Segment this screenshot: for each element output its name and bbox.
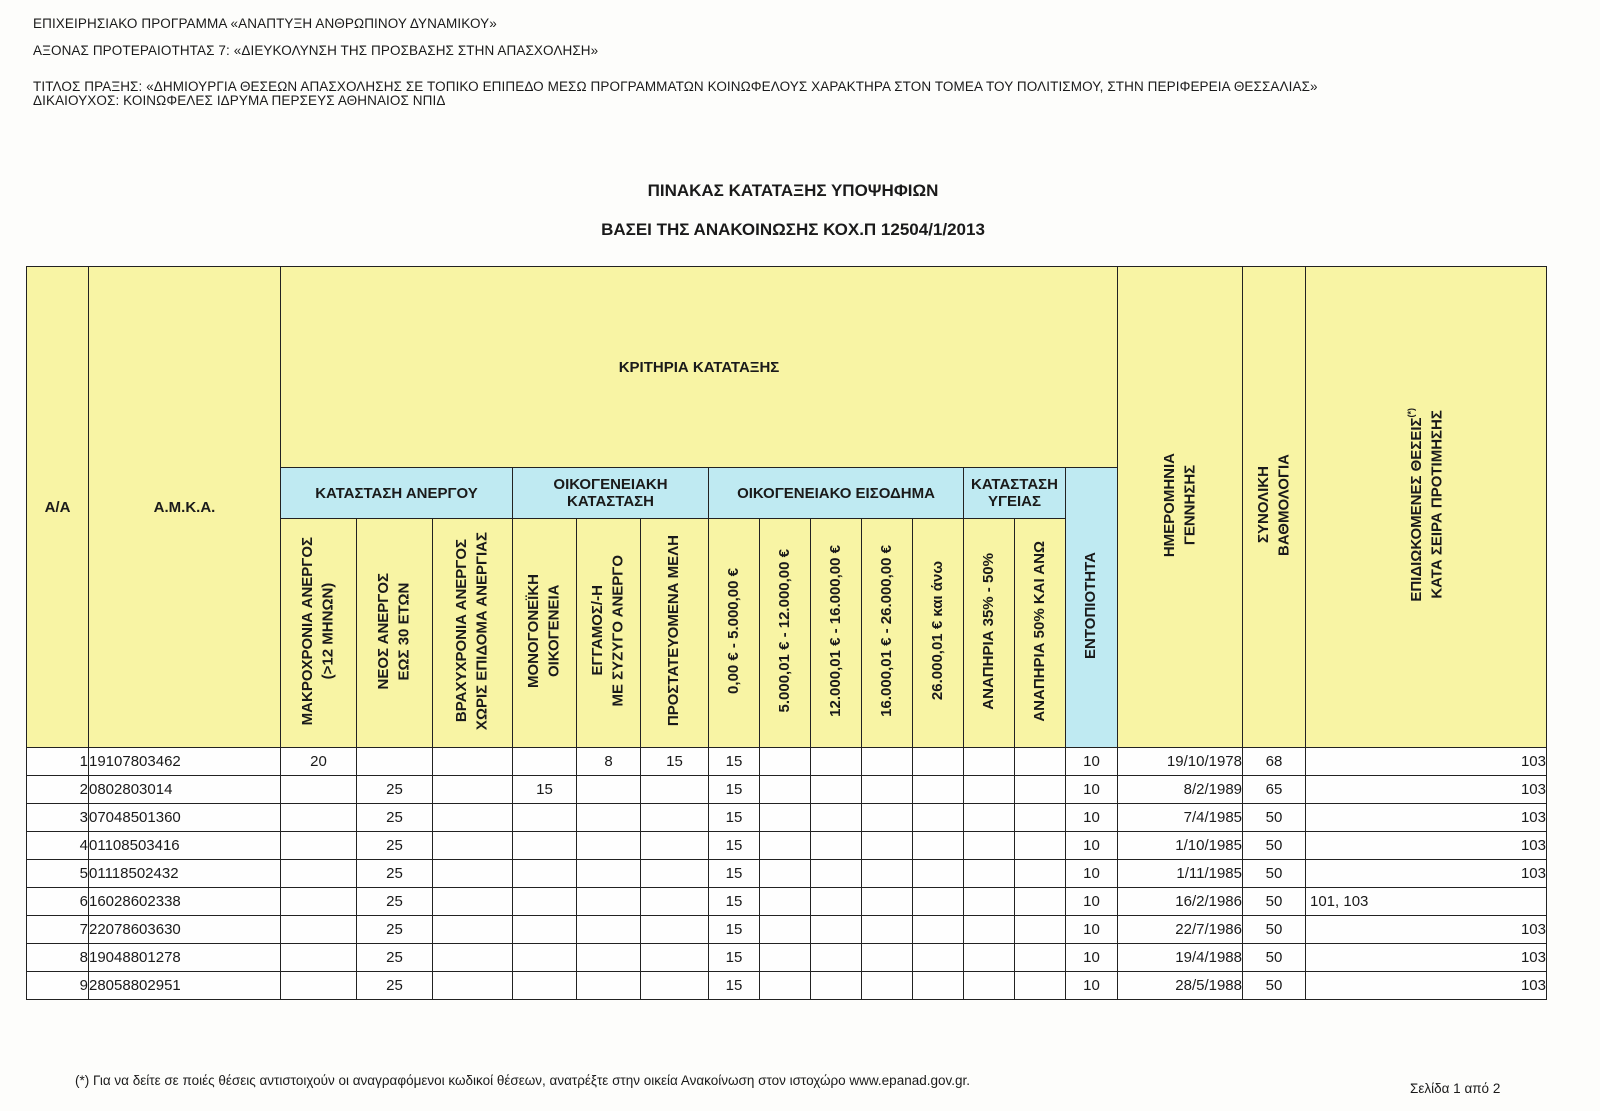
income-band-1-cell: 15 — [709, 748, 760, 776]
income-band-2-cell — [760, 972, 811, 1000]
young-unemployed-cell: 25 — [357, 832, 433, 860]
dependants-cell — [641, 972, 709, 1000]
header-family-income: ΟΙΚΟΓΕΝΕΙΑΚΟ ΕΙΣΟΔΗΜΑ — [709, 468, 964, 519]
locality-cell: 10 — [1066, 748, 1118, 776]
disability-35-50-cell — [964, 832, 1015, 860]
disability-50-plus-cell — [1015, 804, 1066, 832]
short-term-unemployed-cell — [433, 804, 513, 832]
priority-axis-line: ΑΞΟΝΑΣ ΠΡΟΤΕΡΑΙΟΤΗΤΑΣ 7: «ΔΙΕΥΚΟΛΥΝΣΗ ΤΗΣ ΠΡΟΣΒΑΣΗΣ ΣΤΗΝ ΑΠΑΣΧΟΛΗΣΗ» — [33, 43, 599, 58]
header-total-score: ΣΥΝΟΛΙΚΗ ΒΑΘΜΟΛΟΓΙΑ — [1243, 267, 1306, 748]
locality-cell: 10 — [1066, 832, 1118, 860]
single-parent-cell — [513, 804, 577, 832]
header-unemployment-status: ΚΑΤΑΣΤΑΣΗ ΑΝΕΡΓΟΥ — [281, 468, 513, 519]
amka-cell: 19048801278 — [89, 944, 281, 972]
income-band-4-cell — [862, 888, 913, 916]
amka-cell: 01118502432 — [89, 860, 281, 888]
long-term-unemployed-cell — [281, 916, 357, 944]
income-band-3-cell — [811, 776, 862, 804]
income-band-4-cell — [862, 748, 913, 776]
disability-50-plus-cell — [1015, 944, 1066, 972]
locality-cell: 10 — [1066, 776, 1118, 804]
young-unemployed-cell: 25 — [357, 888, 433, 916]
income-band-3-cell — [811, 804, 862, 832]
disability-50-plus-cell — [1015, 916, 1066, 944]
page-number: Σελίδα 1 από 2 — [1410, 1081, 1501, 1096]
positions-cell: 103 — [1306, 860, 1547, 888]
footnote: (*) Για να δείτε σε ποιές θέσεις αντιστοιχούν οι αναγραφόμενοι κωδικοί θέσεων, ανατρέξτε στην οικεία Ανακοίνωση στον ιστοχώρο www.epanad.gov.gr. — [75, 1073, 971, 1088]
single-parent-cell: 15 — [513, 776, 577, 804]
income-band-5-cell — [913, 860, 964, 888]
disability-35-50-cell — [964, 916, 1015, 944]
young-unemployed-cell: 25 — [357, 776, 433, 804]
table-row — [27, 804, 1547, 832]
income-band-2-cell — [760, 804, 811, 832]
short-term-unemployed-cell — [433, 944, 513, 972]
young-unemployed-cell — [357, 748, 433, 776]
header-short-term-unemployed: ΒΡΑΧΥΧΡΟΝΙΑ ΑΝΕΡΓΟΣ ΧΩΡΙΣ ΕΠΙΔΟΜΑ ΑΝΕΡΓΙΑΣ — [433, 519, 513, 748]
income-band-3-cell — [811, 944, 862, 972]
total-score-cell: 50 — [1243, 832, 1306, 860]
income-band-5-cell — [913, 972, 964, 1000]
income-band-3-cell — [811, 832, 862, 860]
locality-cell: 10 — [1066, 944, 1118, 972]
married-unemployed-spouse-cell — [577, 776, 641, 804]
income-band-4-cell — [862, 860, 913, 888]
young-unemployed-cell: 25 — [357, 972, 433, 1000]
short-term-unemployed-cell — [433, 916, 513, 944]
young-unemployed-cell: 25 — [357, 860, 433, 888]
header-income-band-5: 26.000,01 € και άνω — [913, 519, 964, 748]
married-unemployed-spouse-cell — [577, 888, 641, 916]
disability-50-plus-cell — [1015, 860, 1066, 888]
income-band-1-cell: 15 — [709, 860, 760, 888]
income-band-3-cell — [811, 888, 862, 916]
single-parent-cell — [513, 748, 577, 776]
income-band-2-cell — [760, 748, 811, 776]
birth-date-cell: 28/5/1988 — [1118, 972, 1243, 1000]
long-term-unemployed-cell: 20 — [281, 748, 357, 776]
disability-35-50-cell — [964, 776, 1015, 804]
total-score-cell: 50 — [1243, 860, 1306, 888]
positions-cell: 103 — [1306, 748, 1547, 776]
dependants-cell — [641, 804, 709, 832]
dependants-cell — [641, 916, 709, 944]
header-income-band-1: 0,00 € - 5.000,00 € — [709, 519, 760, 748]
birth-date-cell: 8/2/1989 — [1118, 776, 1243, 804]
single-parent-cell — [513, 916, 577, 944]
income-band-4-cell — [862, 972, 913, 1000]
birth-date-cell: 19/4/1988 — [1118, 944, 1243, 972]
single-parent-cell — [513, 888, 577, 916]
income-band-5-cell — [913, 888, 964, 916]
row-number: 1 — [27, 748, 89, 776]
row-number: 7 — [27, 916, 89, 944]
amka-cell: 28058802951 — [89, 972, 281, 1000]
positions-cell: 103 — [1306, 944, 1547, 972]
table-row — [27, 860, 1547, 888]
income-band-1-cell: 15 — [709, 944, 760, 972]
dependants-cell — [641, 860, 709, 888]
birth-date-cell: 7/4/1985 — [1118, 804, 1243, 832]
header-locality: ΕΝΤΟΠΙΟΤΗΤΑ — [1066, 468, 1118, 748]
young-unemployed-cell: 25 — [357, 804, 433, 832]
header-income-band-4: 16.000,01 € - 26.000,00 € — [862, 519, 913, 748]
amka-cell: 22078603630 — [89, 916, 281, 944]
locality-cell: 10 — [1066, 804, 1118, 832]
total-score-cell: 50 — [1243, 888, 1306, 916]
long-term-unemployed-cell — [281, 888, 357, 916]
single-parent-cell — [513, 832, 577, 860]
locality-cell: 10 — [1066, 972, 1118, 1000]
table-row — [27, 748, 1547, 776]
dependants-cell — [641, 776, 709, 804]
positions-cell: 103 — [1306, 972, 1547, 1000]
married-unemployed-spouse-cell — [577, 804, 641, 832]
income-band-5-cell — [913, 748, 964, 776]
action-title-line: ΤΙΤΛΟΣ ΠΡΑΞΗΣ: «ΔΗΜΙΟΥΡΓΙΑ ΘΕΣΕΩΝ ΑΠΑΣΧΟΛΗΣΗΣ ΣΕ ΤΟΠΙΚΟ ΕΠΙΠΕΔΟ ΜΕΣΩ ΠΡΟΓΡΑΜΜΑΤΩΝ ΚΟΙΝΩΦΕΛΟΥΣ ΧΑΡΑΚΤΗΡΑ ΣΤΟΝ ΤΟΜΕΑ ΤΟΥ ΠΟΛΙΤΙΣΜΟΥ, ΣΤΗΝ ΠΕΡΙΦΕΡΕΙΑ ΘΕΣΣΑΛΙΑΣ» — [33, 79, 1318, 94]
positions-cell: 101, 103 — [1306, 888, 1547, 916]
header-disability-50-plus: ΑΝΑΠΗΡΙΑ 50% ΚΑΙ ΑΝΩ — [1015, 519, 1066, 748]
header-family-status: ΟΙΚΟΓΕΝΕΙΑΚΗ ΚΑΤΑΣΤΑΣΗ — [513, 468, 709, 519]
amka-cell: 0802803014 — [89, 776, 281, 804]
disability-35-50-cell — [964, 804, 1015, 832]
birth-date-cell: 1/11/1985 — [1118, 860, 1243, 888]
header-long-term-unemployed: ΜΑΚΡΟΧΡΟΝΙΑ ΑΝΕΡΓΟΣ (>12 ΜΗΝΩΝ) — [281, 519, 357, 748]
income-band-4-cell — [862, 804, 913, 832]
disability-35-50-cell — [964, 944, 1015, 972]
header-married-unemployed-spouse: ΕΓΓΑΜΟΣ/-Η ΜΕ ΣΥΖΥΓΟ ΑΝΕΡΓΟ — [577, 519, 641, 748]
dependants-cell: 15 — [641, 748, 709, 776]
short-term-unemployed-cell — [433, 972, 513, 1000]
income-band-4-cell — [862, 944, 913, 972]
header-criteria: ΚΡΙΤΗΡΙΑ ΚΑΤΑΤΑΞΗΣ — [281, 267, 1118, 468]
young-unemployed-cell: 25 — [357, 916, 433, 944]
row-number: 2 — [27, 776, 89, 804]
income-band-2-cell — [760, 888, 811, 916]
header-income-band-2: 5.000,01 € - 12.000,00 € — [760, 519, 811, 748]
header-aa: Α/Α — [27, 267, 89, 748]
long-term-unemployed-cell — [281, 944, 357, 972]
document-subtitle: ΒΑΣΕΙ ΤΗΣ ΑΝΑΚΟΙΝΩΣΗΣ ΚΟΧ.Π 12504/1/2013 — [601, 220, 985, 239]
document-title: ΠΙΝΑΚΑΣ ΚΑΤΑΤΑΞΗΣ ΥΠΟΨΗΦΙΩΝ — [647, 181, 939, 200]
long-term-unemployed-cell — [281, 804, 357, 832]
total-score-cell: 68 — [1243, 748, 1306, 776]
table-row — [27, 888, 1547, 916]
header-birth-date: ΗΜΕΡΟΜΗΝΙΑ ΓΕΝΝΗΣΗΣ — [1118, 267, 1243, 748]
disability-50-plus-cell — [1015, 776, 1066, 804]
married-unemployed-spouse-cell: 8 — [577, 748, 641, 776]
table-row — [27, 972, 1547, 1000]
short-term-unemployed-cell — [433, 860, 513, 888]
short-term-unemployed-cell — [433, 832, 513, 860]
table-row — [27, 776, 1547, 804]
birth-date-cell: 19/10/1978 — [1118, 748, 1243, 776]
row-number: 9 — [27, 972, 89, 1000]
disability-35-50-cell — [964, 888, 1015, 916]
total-score-cell: 50 — [1243, 944, 1306, 972]
income-band-5-cell — [913, 916, 964, 944]
positions-cell: 103 — [1306, 832, 1547, 860]
single-parent-cell — [513, 944, 577, 972]
income-band-2-cell — [760, 832, 811, 860]
income-band-1-cell: 15 — [709, 776, 760, 804]
header-dependants: ΠΡΟΣΤΑΤΕΥΟΜΕΝΑ ΜΕΛΗ — [641, 519, 709, 748]
disability-35-50-cell — [964, 748, 1015, 776]
amka-cell: 01108503416 — [89, 832, 281, 860]
disability-50-plus-cell — [1015, 888, 1066, 916]
table-row — [27, 916, 1547, 944]
disability-35-50-cell — [964, 860, 1015, 888]
income-band-5-cell — [913, 832, 964, 860]
positions-cell: 103 — [1306, 776, 1547, 804]
income-band-3-cell — [811, 860, 862, 888]
header-income-band-3: 12.000,01 € - 16.000,00 € — [811, 519, 862, 748]
single-parent-cell — [513, 972, 577, 1000]
disability-50-plus-cell — [1015, 748, 1066, 776]
header-health-status: ΚΑΤΑΣΤΑΣΗ ΥΓΕΙΑΣ — [964, 468, 1066, 519]
beneficiary-line: ΔΙΚΑΙΟΥΧΟΣ: ΚΟΙΝΩΦΕΛΕΣ ΙΔΡΥΜΑ ΠΕΡΣΕΥΣ ΑΘΗΝΑΙΟΣ ΝΠΙΔ — [33, 93, 446, 108]
header-disability-35-50: ΑΝΑΠΗΡΙΑ 35% - 50% — [964, 519, 1015, 748]
header-young-unemployed: ΝΕΟΣ ΑΝΕΡΓΟΣ ΕΩΣ 30 ΕΤΩΝ — [357, 519, 433, 748]
locality-cell: 10 — [1066, 888, 1118, 916]
header-single-parent: ΜΟΝΟΓΟΝΕΪΚΗ ΟΙΚΟΓΕΝΕΙΑ — [513, 519, 577, 748]
locality-cell: 10 — [1066, 860, 1118, 888]
positions-cell: 103 — [1306, 916, 1547, 944]
married-unemployed-spouse-cell — [577, 916, 641, 944]
short-term-unemployed-cell — [433, 748, 513, 776]
dependants-cell — [641, 944, 709, 972]
short-term-unemployed-cell — [433, 776, 513, 804]
married-unemployed-spouse-cell — [577, 972, 641, 1000]
married-unemployed-spouse-cell — [577, 944, 641, 972]
married-unemployed-spouse-cell — [577, 832, 641, 860]
long-term-unemployed-cell — [281, 776, 357, 804]
birth-date-cell: 22/7/1986 — [1118, 916, 1243, 944]
header-amka: Α.Μ.Κ.Α. — [89, 267, 281, 748]
income-band-3-cell — [811, 972, 862, 1000]
locality-cell: 10 — [1066, 916, 1118, 944]
long-term-unemployed-cell — [281, 972, 357, 1000]
income-band-1-cell: 15 — [709, 832, 760, 860]
income-band-1-cell: 15 — [709, 972, 760, 1000]
amka-cell: 19107803462 — [89, 748, 281, 776]
short-term-unemployed-cell — [433, 888, 513, 916]
ranking-table — [26, 266, 1547, 1000]
table-row — [27, 944, 1547, 972]
total-score-cell: 65 — [1243, 776, 1306, 804]
birth-date-cell: 1/10/1985 — [1118, 832, 1243, 860]
married-unemployed-spouse-cell — [577, 860, 641, 888]
row-number: 8 — [27, 944, 89, 972]
income-band-5-cell — [913, 776, 964, 804]
programme-line: ΕΠΙΧΕΙΡΗΣΙΑΚΟ ΠΡΟΓΡΑΜΜΑ «ΑΝΑΠΤΥΞΗ ΑΝΘΡΩΠΙΝΟΥ ΔΥΝΑΜΙΚΟΥ» — [33, 16, 497, 31]
long-term-unemployed-cell — [281, 832, 357, 860]
dependants-cell — [641, 832, 709, 860]
income-band-4-cell — [862, 776, 913, 804]
disability-35-50-cell — [964, 972, 1015, 1000]
income-band-4-cell — [862, 916, 913, 944]
income-band-5-cell — [913, 944, 964, 972]
income-band-1-cell: 15 — [709, 804, 760, 832]
amka-cell: 16028602338 — [89, 888, 281, 916]
row-number: 6 — [27, 888, 89, 916]
income-band-3-cell — [811, 748, 862, 776]
amka-cell: 07048501360 — [89, 804, 281, 832]
total-score-cell: 50 — [1243, 972, 1306, 1000]
positions-cell: 103 — [1306, 804, 1547, 832]
income-band-3-cell — [811, 916, 862, 944]
young-unemployed-cell: 25 — [357, 944, 433, 972]
income-band-5-cell — [913, 804, 964, 832]
row-number: 5 — [27, 860, 89, 888]
income-band-1-cell: 15 — [709, 888, 760, 916]
table-row — [27, 832, 1547, 860]
income-band-2-cell — [760, 916, 811, 944]
income-band-2-cell — [760, 944, 811, 972]
disability-50-plus-cell — [1015, 972, 1066, 1000]
income-band-1-cell: 15 — [709, 916, 760, 944]
row-number: 3 — [27, 804, 89, 832]
long-term-unemployed-cell — [281, 860, 357, 888]
disability-50-plus-cell — [1015, 832, 1066, 860]
single-parent-cell — [513, 860, 577, 888]
total-score-cell: 50 — [1243, 916, 1306, 944]
income-band-2-cell — [760, 860, 811, 888]
income-band-4-cell — [862, 832, 913, 860]
header-positions: ΕΠΙΔΙΩΚΟΜΕΝΕΣ ΘΕΣΕΙΣ(*) ΚΑΤΑ ΣΕΙΡΑ ΠΡΟΤΙΜΗΣΗΣ — [1306, 267, 1547, 748]
birth-date-cell: 16/2/1986 — [1118, 888, 1243, 916]
income-band-2-cell — [760, 776, 811, 804]
row-number: 4 — [27, 832, 89, 860]
total-score-cell: 50 — [1243, 804, 1306, 832]
dependants-cell — [641, 888, 709, 916]
